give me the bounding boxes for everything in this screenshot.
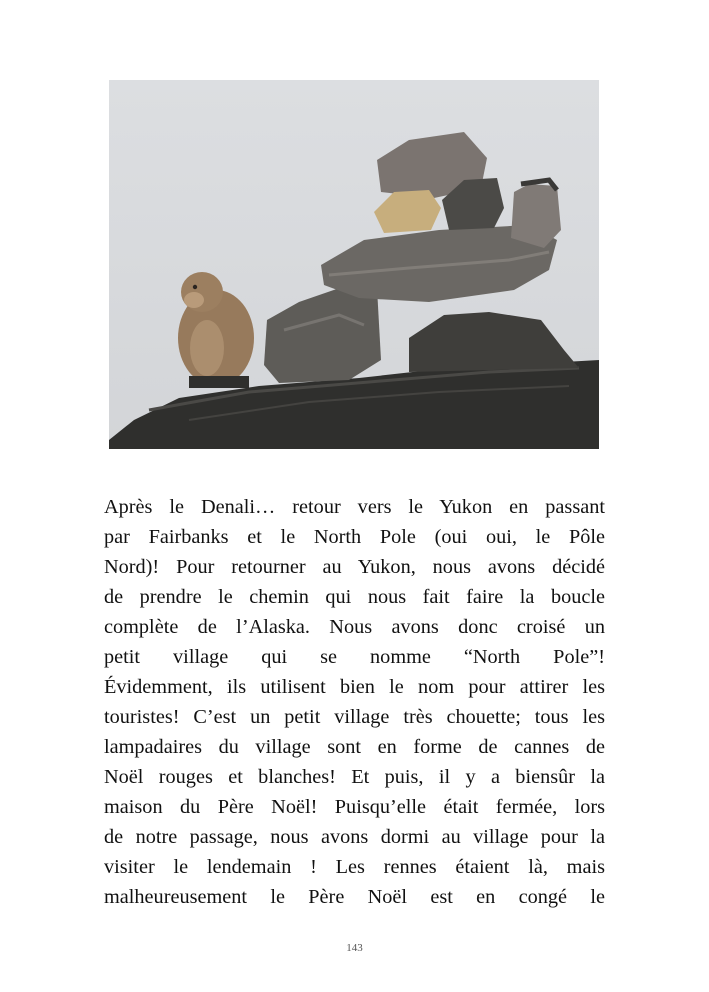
paragraph-line: lampadaires du village sont en forme de cannes de xyxy=(104,736,605,758)
paragraph-line: malheureusement le Père Noël est en congé le xyxy=(104,886,605,908)
paragraph-line: de prendre le chemin qui nous fait faire la boucle xyxy=(104,586,605,608)
paragraph-line: Après le Denali… retour vers le Yukon en passant xyxy=(104,496,605,518)
paragraph-line: de notre passage, nous avons dormi au village pour la xyxy=(104,826,605,848)
paragraph-line: petit village qui se nomme “North Pole”! xyxy=(104,646,605,668)
paragraph-line: visiter le lendemain ! Les rennes étaient là, mais xyxy=(104,856,605,878)
paragraph-line: par Fairbanks et le North Pole (oui oui, le Pôle xyxy=(104,526,605,548)
paragraph-line: touristes! C’est un petit village très chouette; tous les xyxy=(104,706,605,728)
paragraph-line: maison du Père Noël! Puisqu’elle était fermée, lors xyxy=(104,796,605,818)
paragraph-line: complète de l’Alaska. Nous avons donc croisé un xyxy=(104,616,605,638)
page-number: 143 xyxy=(346,942,363,954)
body-paragraph xyxy=(104,492,605,912)
paragraph-line: Nord)! Pour retourner au Yukon, nous avons décidé xyxy=(104,556,605,578)
paragraph-line: Noël rouges et blanches! Et puis, il y a biensûr la xyxy=(104,766,605,788)
photo-squirrel-cairn xyxy=(109,80,599,449)
paragraph-line: Évidemment, ils utilisent bien le nom pour attirer les xyxy=(104,676,605,698)
